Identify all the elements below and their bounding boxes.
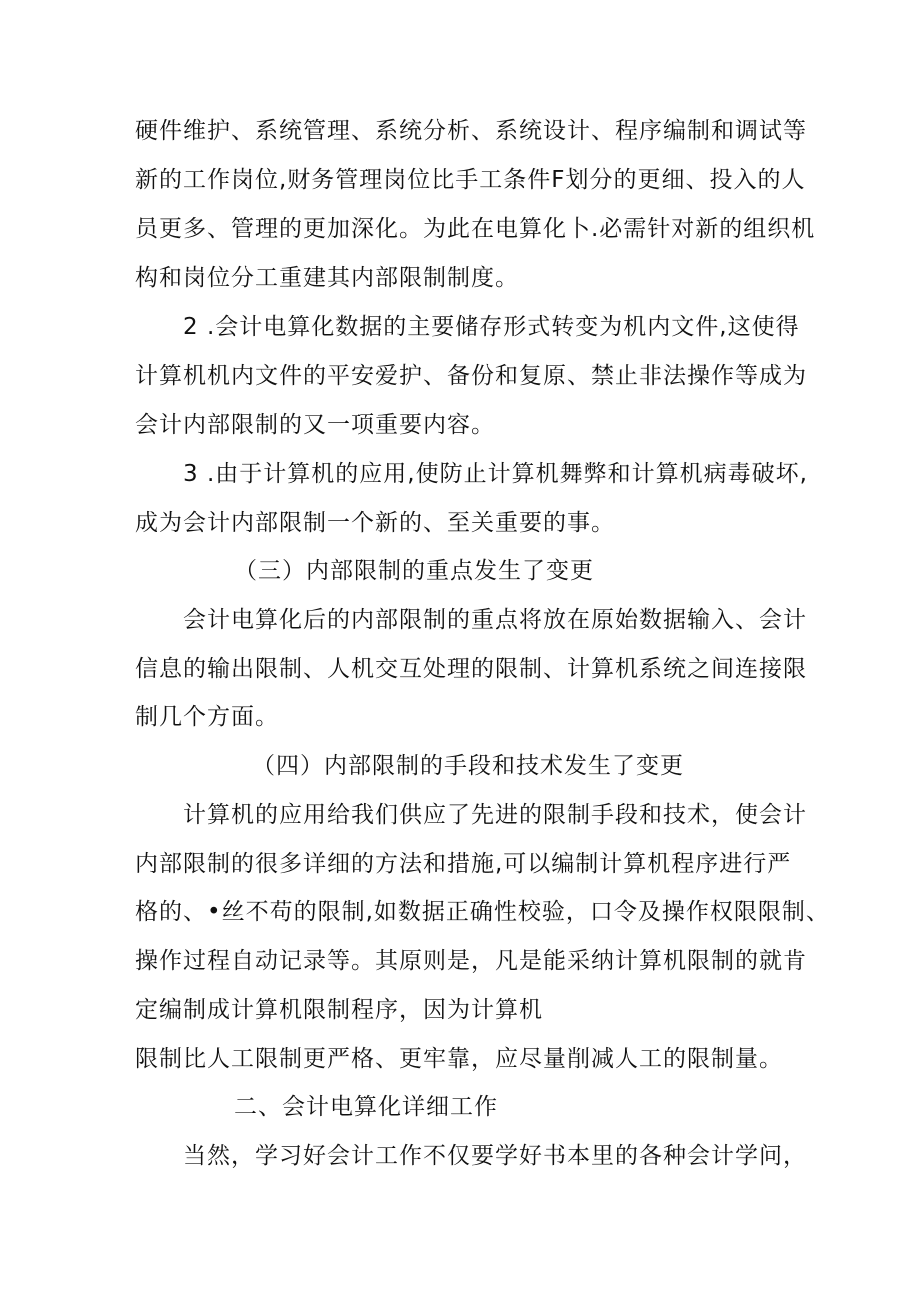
text-line: 定编制成计算机限制程序，因为计算机 xyxy=(135,997,543,1023)
text-line: 2 .会计电算化数据的主要储存形式转变为机内文件,这使得 xyxy=(183,314,800,340)
text-line: 当然，学习好会计工作不仅要学好书本里的各种会计学问， xyxy=(183,1143,807,1169)
text-line: 员更多、管理的更加深化。为此在电算化卜.必需针对新的组织机 xyxy=(135,216,816,242)
text-line: 计算机的应用给我们供应了先进的限制手段和技术，使会计 xyxy=(183,802,807,828)
section-heading: （三）内部限制的重点发生了变更 xyxy=(234,558,594,584)
text-line: 3 .由于计算机的应用,使防止计算机舞弊和计算机病毒破坏, xyxy=(183,461,808,487)
text-line: 新的工作岗位,财务管理岗位比手工条件F划分的更细、投入的人 xyxy=(135,167,806,193)
text-line: 限制比人工限制更严格、更牢靠，应尽量削减人工的限制量。 xyxy=(135,1046,783,1072)
text-line: 构和岗位分工重建其内部限制制度。 xyxy=(135,265,519,291)
section-heading: （四）内部限制的手段和技术发生了变更 xyxy=(252,753,684,779)
text-line: 硬件维护、系统管理、系统分析、系统设计、程序编制和调试等 xyxy=(135,118,807,144)
text-line: 会计内部限制的又一项重要内容。 xyxy=(135,412,495,438)
text-line: 制几个方面。 xyxy=(135,704,279,730)
text-line: 操作过程自动记录等。其原则是，凡是能采纳计算机限制的就肯 xyxy=(135,948,807,974)
text-line: 会计电算化后的内部限制的重点将放在原始数据输入、会计 xyxy=(183,607,807,633)
text-line: 成为会计内部限制一个新的、至关重要的事。 xyxy=(135,510,615,536)
text-line: 格的、•丝不苟的限制,如数据正确性校验，口令及操作权限限制、 xyxy=(135,899,830,925)
text-line: 内部限制的很多详细的方法和措施,可以编制计算机程序进行严 xyxy=(135,851,792,877)
text-line: 计算机机内文件的平安爱护、备份和复原、禁止非法操作等成为 xyxy=(135,363,807,389)
text-line: 信息的输出限制、人机交互处理的限制、计算机系统之间连接限 xyxy=(135,656,807,682)
section-heading: 二、会计电算化详细工作 xyxy=(234,1094,498,1120)
